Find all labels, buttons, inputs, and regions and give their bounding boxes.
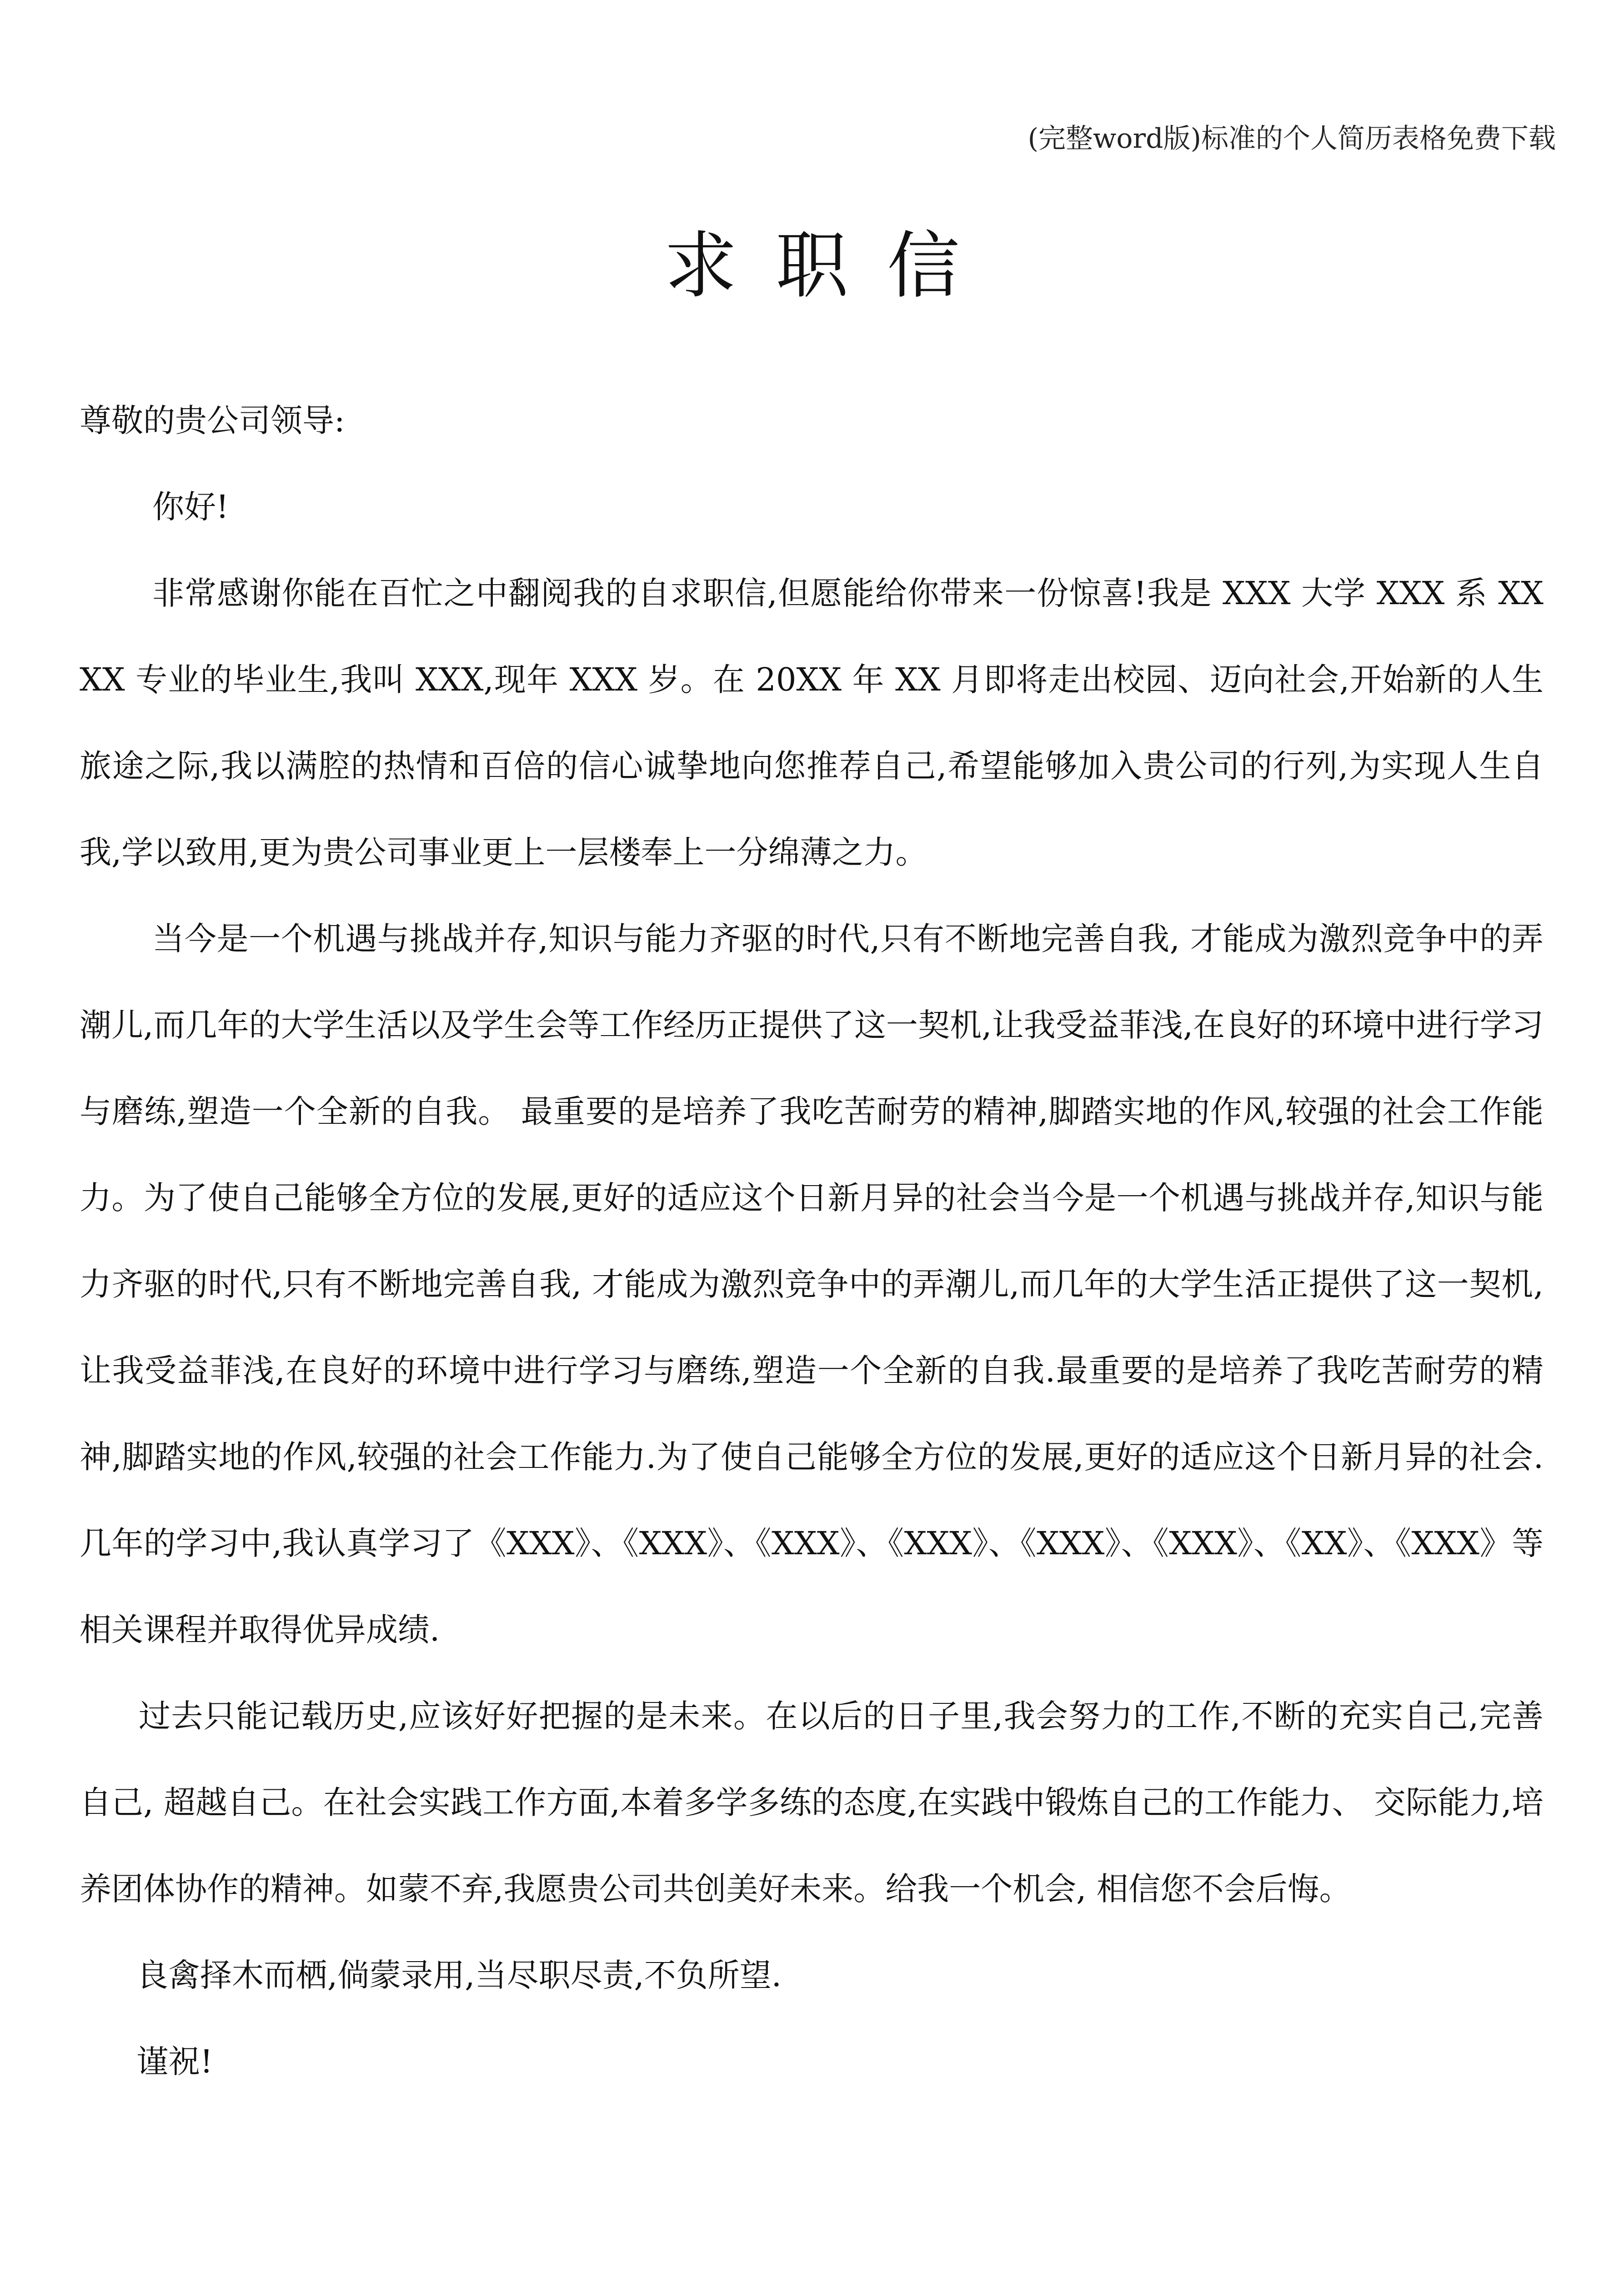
document-title: 求职信 (664, 223, 998, 308)
letter-body (80, 377, 1544, 2105)
paragraph-introduction: 非常感谢你能在百忙之中翻阅我的自求职信,但愿能给你带来一份惊喜!我是 XXX 大学 XXX 系 XXXX 专业的毕业生,我叫 XXX,现年 XXX 岁。在 20XX 年 XX 月即将走出校园、迈向社会,开始新的人生旅途之际,我以满腔的热情和百倍的信心诚挚地向您推荐自己,希望能够加入贵公司的行列,为实现人生自我,学以致用,更为贵公司事业更上一层楼奉上一分绵薄之力。 (80, 575, 1544, 871)
paragraph-regards: 谨祝! (136, 2043, 213, 2080)
paragraph-future: 过去只能记载历史,应该好好把握的是未来。在以后的日子里,我会努力的工作,不断的充实自己,完善自己, 超越自己。在社会实践工作方面,本着多学多练的态度,在实践中锻炼自己的工作能力、 交际能力,培养团体协作的精神。如蒙不弃,我愿贵公司共创美好未来。给我一个机会, 相信您不会后悔。 (80, 1697, 1544, 1908)
paragraph-experience: 当今是一个机遇与挑战并存,知识与能力齐驱的时代,只有不断地完善自我, 才能成为激烈竞争中的弄潮儿,而几年的大学生活以及学生会等工作经历正提供了这一契机,让我受益菲浅,在良好的环境中进行学习与磨练,塑造一个全新的自我。 最重要的是培养了我吃苦耐劳的精神,脚踏实地的作风,较强的社会工作能力。为了使自己能够全方位的发展,更好的适应这个日新月异的社会当今是一个机遇与挑战并存,知识与能力齐驱的时代,只有不断地完善自我, 才能成为激烈竞争中的弄潮儿,而几年的大学生活正提供了这一契机,让我受益菲浅,在良好的环境中进行学习与磨练,塑造一个全新的自我.最重要的是培养了我吃苦耐劳的精神,脚踏实地的作风,较强的社会工作能力.为了使自己能够全方位的发展,更好的适应这个日新月异的社会.几年的学习中,我认真学习了《XXX》、《XXX》、《XXX》、《XXX》、《XXX》、《XXX》、《XX》、《XXX》等相关课程并取得优异成绩. (80, 920, 1544, 1648)
salutation: 尊敬的贵公司领导: (80, 402, 345, 439)
greeting: 你好! (152, 488, 229, 526)
running-header: (完整word版)标准的个人简历表格免费下载 (1028, 123, 1556, 155)
paragraph-closing: 良禽择木而栖,倘蒙录用,当尽职尽责,不负所望. (136, 1957, 782, 1994)
